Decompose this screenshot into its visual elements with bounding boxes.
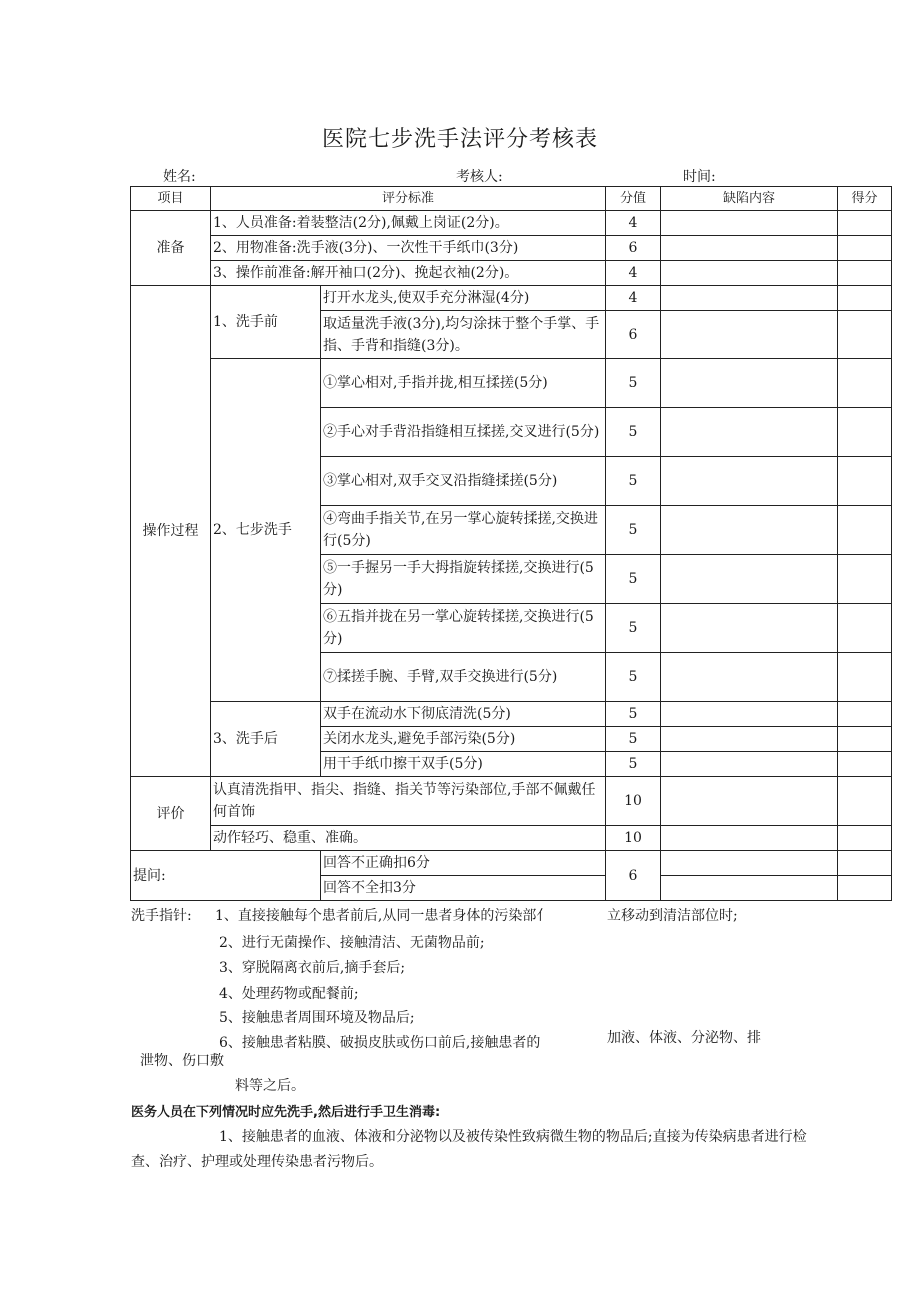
disinfection-para-1: 1、接触患者的血液、体液和分泌物以及被传染性致病微生物的物品后;直接为传染病患者进行检 xyxy=(219,1129,807,1145)
disinfection-para-1-cont: 查、治疗、护理或处理传染患者污物后。 xyxy=(131,1154,383,1170)
examiner-label: 考核人: xyxy=(456,169,503,185)
criterion-text: ⑦揉搓手腕、手臂,双手交换进行(5分) xyxy=(321,653,606,702)
defect-cell[interactable] xyxy=(661,457,838,506)
criterion-text: 关闭水龙头,避免手部污染(5分) xyxy=(321,727,606,752)
points-cell[interactable] xyxy=(838,826,892,851)
page-title: 医院七步洗手法评分考核表 xyxy=(321,127,598,152)
table-row xyxy=(131,211,892,236)
note-item-6-end: 料等之后。 xyxy=(235,1078,305,1094)
after-label: 3、洗手后 xyxy=(211,702,321,777)
table-row xyxy=(131,286,892,311)
note-item-1: 1、直接接触每个患者前后,从同一患者身体的污染部亻 xyxy=(215,908,551,924)
defect-cell[interactable] xyxy=(661,826,838,851)
score-value: 5 xyxy=(606,604,661,653)
table-row xyxy=(131,777,892,826)
score-table xyxy=(130,186,892,901)
points-cell[interactable] xyxy=(838,311,892,359)
score-value: 10 xyxy=(606,777,661,826)
score-value: 10 xyxy=(606,826,661,851)
score-value: 5 xyxy=(606,506,661,555)
criterion-text: 回答不全扣3分 xyxy=(321,876,606,901)
criterion-text: 取适量洗手液(3分),均匀涂抹于整个手掌、手指、手背和指缝(3分)。 xyxy=(321,311,606,359)
criterion-text: 回答不正确扣6分 xyxy=(321,851,606,876)
defect-cell[interactable] xyxy=(661,702,838,727)
points-cell[interactable] xyxy=(838,211,892,236)
score-value: 5 xyxy=(606,359,661,408)
col-points-header: 得分 xyxy=(838,187,892,211)
table-row xyxy=(131,359,892,408)
defect-cell[interactable] xyxy=(661,727,838,752)
criterion-text: 用干手纸巾擦干双手(5分) xyxy=(321,752,606,777)
note-item-6-cont: 泄物、伤口敷 xyxy=(140,1053,224,1069)
points-cell[interactable] xyxy=(838,359,892,408)
question-label: 提问: xyxy=(131,851,321,901)
score-value: 5 xyxy=(606,457,661,506)
criterion-text: 3、操作前准备:解开袖口(2分)、挽起衣袖(2分)。 xyxy=(211,261,606,286)
defect-cell[interactable] xyxy=(661,286,838,311)
points-cell[interactable] xyxy=(838,457,892,506)
note-item-2: 2、进行无菌操作、接触清洁、无菌物品前; xyxy=(219,935,485,951)
score-value: 6 xyxy=(606,851,661,901)
defect-cell[interactable] xyxy=(661,261,838,286)
defect-cell[interactable] xyxy=(661,359,838,408)
criterion-text: 1、人员准备:着装整洁(2分),佩戴上岗证(2分)。 xyxy=(211,211,606,236)
criterion-text: 2、用物准备:洗手液(3分)、一次性干手纸巾(3分) xyxy=(211,236,606,261)
points-cell[interactable] xyxy=(838,506,892,555)
eval-label: 评价 xyxy=(131,777,211,851)
score-value: 5 xyxy=(606,408,661,457)
defect-cell[interactable] xyxy=(661,408,838,457)
score-value: 4 xyxy=(606,261,661,286)
criterion-text: ②手心对手背沿指缝相互揉搓,交叉进行(5分) xyxy=(321,408,606,457)
note-item-4: 4、处理药物或配餐前; xyxy=(219,986,359,1002)
points-cell[interactable] xyxy=(838,653,892,702)
score-value: 5 xyxy=(606,555,661,604)
defect-cell[interactable] xyxy=(661,752,838,777)
defect-cell[interactable] xyxy=(661,311,838,359)
criterion-text: 双手在流动水下彻底清洗(5分) xyxy=(321,702,606,727)
table-row xyxy=(131,702,892,727)
note-item-6-right: 加液、体液、分泌物、排 xyxy=(607,1030,761,1046)
before-label: 1、洗手前 xyxy=(211,286,321,359)
score-value: 5 xyxy=(606,702,661,727)
defect-cell[interactable] xyxy=(661,211,838,236)
prep-label: 准备 xyxy=(131,211,211,286)
points-cell[interactable] xyxy=(838,752,892,777)
table-row xyxy=(131,261,892,286)
col-score-header: 分值 xyxy=(606,187,661,211)
points-cell[interactable] xyxy=(838,261,892,286)
defect-cell[interactable] xyxy=(661,653,838,702)
criterion-text: 动作轻巧、稳重、准确。 xyxy=(211,826,606,851)
score-value: 5 xyxy=(606,653,661,702)
criterion-text: ③掌心相对,双手交叉沿指缝揉搓(5分) xyxy=(321,457,606,506)
defect-cell[interactable] xyxy=(661,555,838,604)
seven-step-label: 2、七步洗手 xyxy=(211,359,321,702)
note-item-3: 3、穿脱隔离衣前后,摘手套后; xyxy=(219,960,406,976)
time-label: 时间: xyxy=(683,169,716,185)
points-cell[interactable] xyxy=(838,555,892,604)
points-cell[interactable] xyxy=(838,702,892,727)
points-cell[interactable] xyxy=(838,851,892,876)
criterion-text: ⑥五指并拢在另一掌心旋转揉搓,交换进行(5分) xyxy=(321,604,606,653)
points-cell[interactable] xyxy=(838,286,892,311)
note-item-5: 5、接触患者周围环境及物品后; xyxy=(219,1010,415,1026)
criterion-text: ①掌心相对,手指并拢,相互揉搓(5分) xyxy=(321,359,606,408)
table-row xyxy=(131,851,892,876)
points-cell[interactable] xyxy=(838,604,892,653)
points-cell[interactable] xyxy=(838,876,892,901)
points-cell[interactable] xyxy=(838,777,892,826)
criterion-text: ⑤一手握另一手大拇指旋转揉搓,交换进行(5分) xyxy=(321,555,606,604)
disinfection-heading: 医务人员在下列情况时应先洗手,然后进行手卫生消毒: xyxy=(131,1105,441,1120)
points-cell[interactable] xyxy=(838,408,892,457)
col-standard-header: 评分标准 xyxy=(211,187,606,211)
note-item-1-right: 立移动到清洁部位时; xyxy=(607,908,738,924)
score-value: 5 xyxy=(606,752,661,777)
score-value: 5 xyxy=(606,727,661,752)
notes-lead: 洗手指针: xyxy=(131,908,192,924)
defect-cell[interactable] xyxy=(661,876,838,901)
criterion-text: 打开水龙头,使双手充分淋湿(4分) xyxy=(321,286,606,311)
points-cell[interactable] xyxy=(838,727,892,752)
criterion-text: 认真清洗指甲、指尖、指缝、指关节等污染部位,手部不佩戴任何首饰 xyxy=(211,777,606,826)
defect-cell[interactable] xyxy=(661,506,838,555)
note-item-6: 6、接触患者粘膜、破损皮肤或伤口前后,接触患者的 xyxy=(219,1035,541,1051)
score-value: 4 xyxy=(606,286,661,311)
defect-cell[interactable] xyxy=(661,851,838,876)
defect-cell[interactable] xyxy=(661,777,838,826)
score-value: 4 xyxy=(606,211,661,236)
defect-cell[interactable] xyxy=(661,604,838,653)
table-row xyxy=(131,236,892,261)
table-row xyxy=(131,826,892,851)
score-value: 6 xyxy=(606,311,661,359)
process-label: 操作过程 xyxy=(131,286,211,777)
table-header-row xyxy=(131,187,892,211)
points-cell[interactable] xyxy=(838,236,892,261)
col-item-header: 项目 xyxy=(131,187,211,211)
criterion-text: ④弯曲手指关节,在另一掌心旋转揉搓,交换进行(5分) xyxy=(321,506,606,555)
score-value: 6 xyxy=(606,236,661,261)
name-label: 姓名: xyxy=(163,169,196,185)
col-defect-header: 缺陷内容 xyxy=(661,187,838,211)
defect-cell[interactable] xyxy=(661,236,838,261)
